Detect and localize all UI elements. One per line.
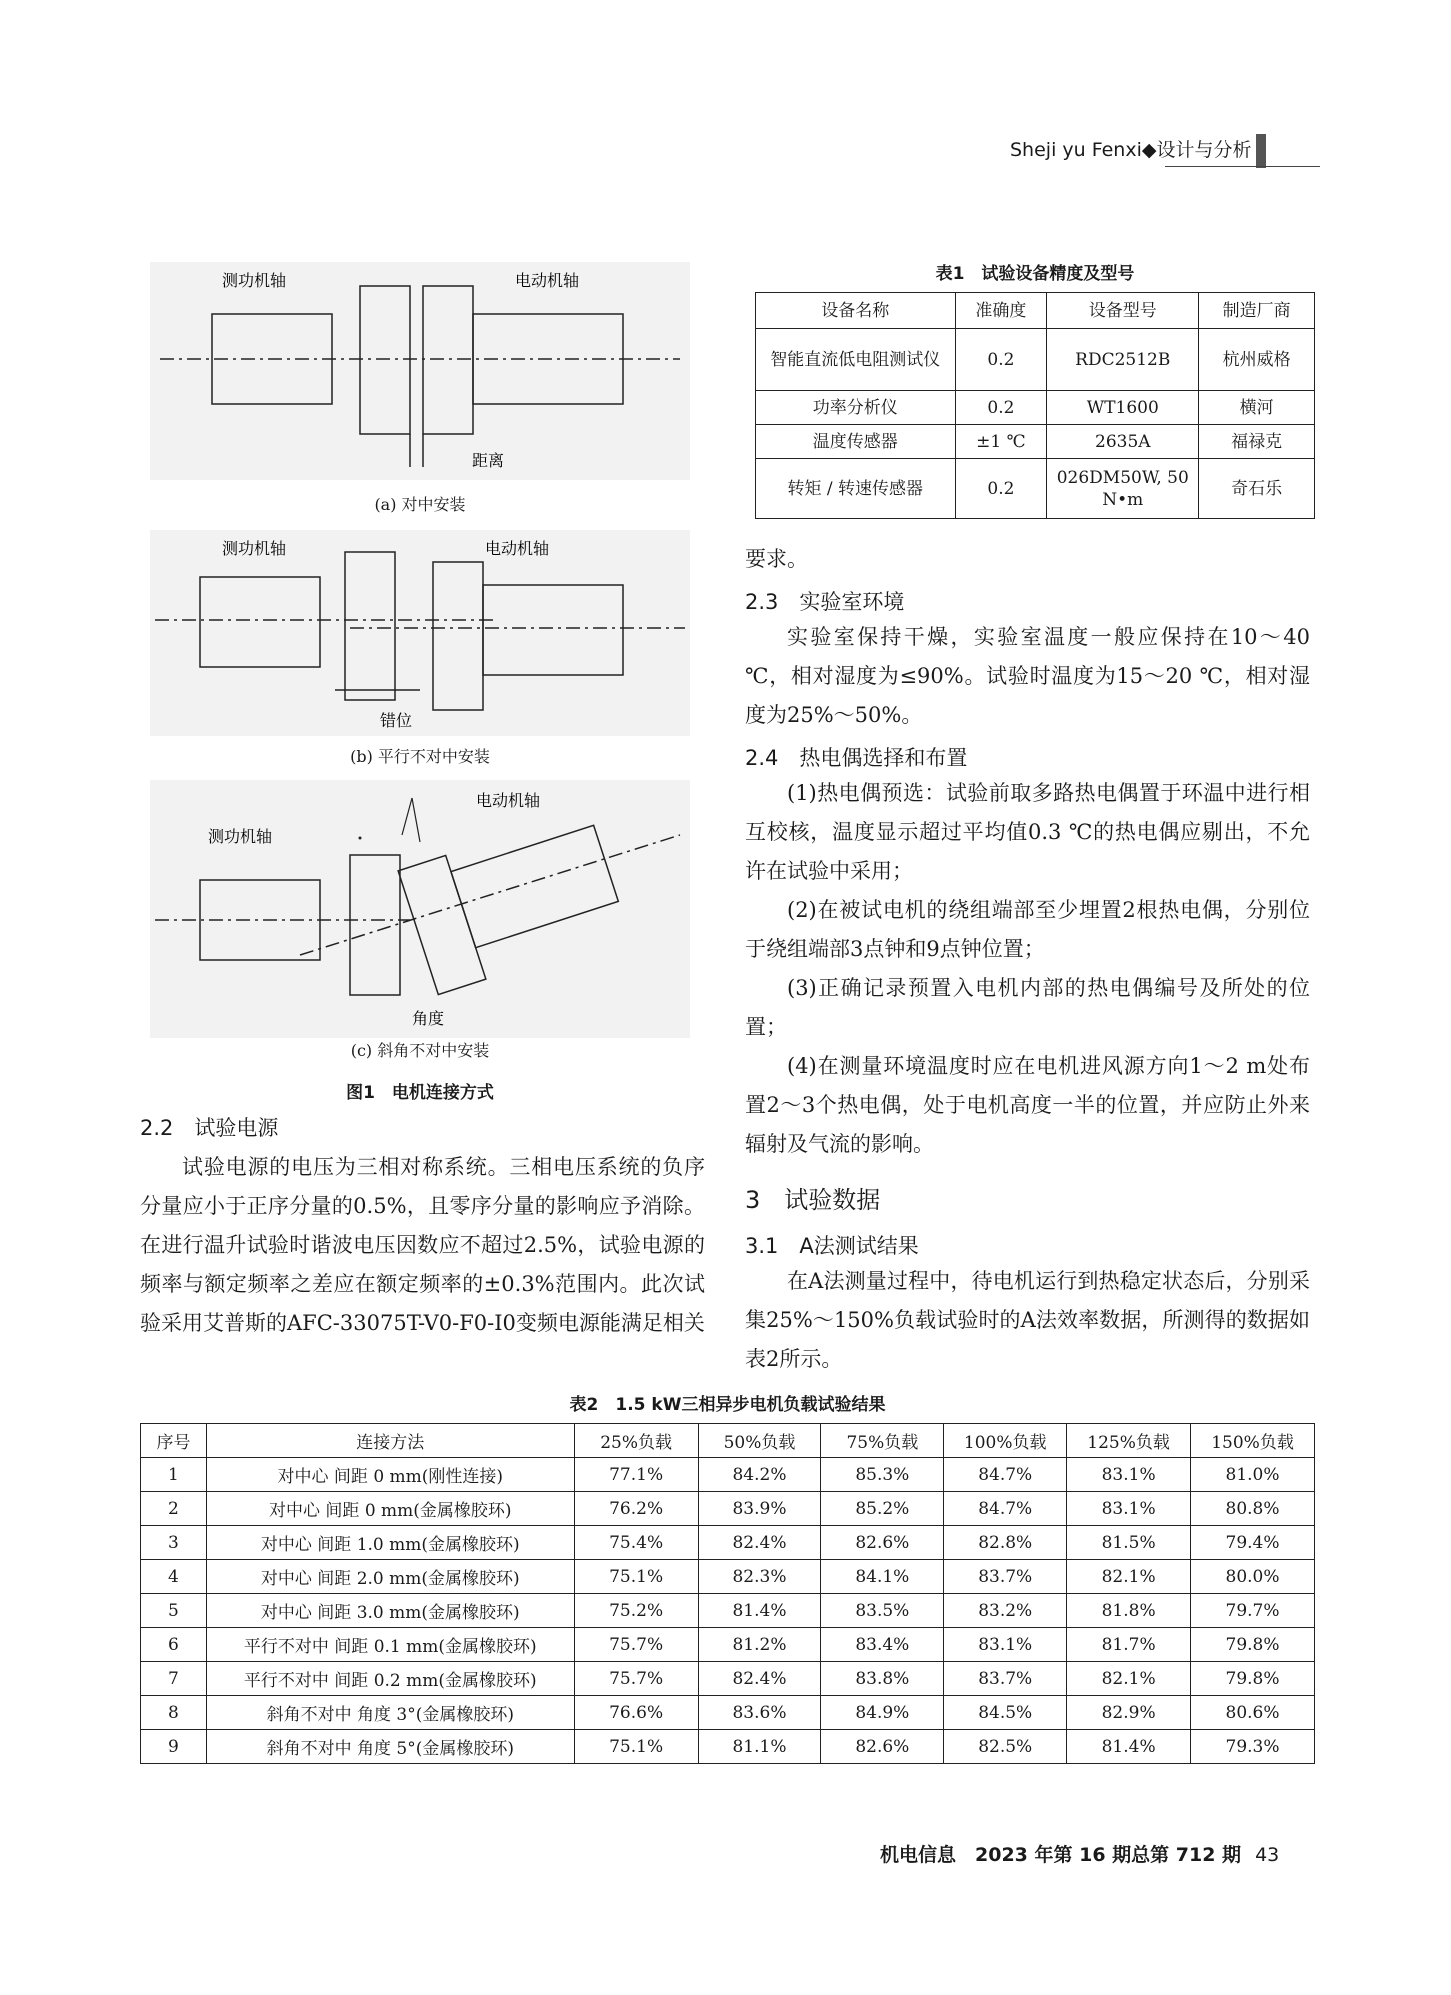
table2-cell: 斜角不对中 角度 5°(金属橡胶环) xyxy=(206,1730,574,1764)
figure-c-right-shaft xyxy=(451,825,618,947)
table2-cell: 83.6% xyxy=(698,1696,821,1730)
section-2-2-title: 2.2 试验电源 xyxy=(140,1116,279,1140)
section-2-4-title: 2.4 热电偶选择和布置 xyxy=(745,746,968,770)
table1-cell: 转矩 / 转速传感器 xyxy=(756,459,956,519)
table2-cell: 80.6% xyxy=(1191,1696,1315,1730)
section-3-1-paragraph: 在A法测量过程中，待电机运行到热稳定状态后，分别采集25%～150%负载试验时的A法效率数据，所测得的数据如表2所示。 xyxy=(745,1269,1310,1371)
table2-cell: 83.7% xyxy=(944,1560,1067,1594)
table1-cell: 0.2 xyxy=(955,459,1047,519)
table2-cell: 82.1% xyxy=(1067,1560,1191,1594)
table-row xyxy=(141,1560,1315,1594)
section-2-3-paragraph: 实验室保持干燥，实验室温度一般应保持在10～40 ℃，相对湿度为≤90%。试验时温度为15～20 ℃，相对湿度为25%～50%。 xyxy=(745,625,1310,727)
continuation-text: 要求。 xyxy=(745,547,808,571)
table2-cell: 84.9% xyxy=(821,1696,944,1730)
table2-header-row xyxy=(141,1424,1315,1458)
figure-c-angle-line-b xyxy=(412,798,420,842)
table2-cell: 81.5% xyxy=(1067,1526,1191,1560)
table1-cell: 026DM50W, 50 N•m xyxy=(1047,459,1199,519)
table2-cell: 80.0% xyxy=(1191,1560,1315,1594)
table2-header-cell: 50%负载 xyxy=(698,1424,821,1458)
table2-cell: 81.4% xyxy=(1067,1730,1191,1764)
table2-body xyxy=(141,1458,1315,1764)
table2-cell: 9 xyxy=(141,1730,207,1764)
table1-cell: 横河 xyxy=(1199,391,1315,425)
section-3-title: 3 试验数据 xyxy=(745,1186,881,1214)
table1-cell: WT1600 xyxy=(1047,391,1199,425)
figure-b-diagram xyxy=(150,530,690,736)
table2-cell: 81.1% xyxy=(698,1730,821,1764)
table1-header-cell: 准确度 xyxy=(955,293,1047,329)
table2-cell: 对中心 间距 0 mm(金属橡胶环) xyxy=(206,1492,574,1526)
right-column-text xyxy=(745,540,1310,579)
section-2-2-body xyxy=(140,1148,705,1343)
figure-panel-b xyxy=(150,530,690,736)
table2-cell: 75.4% xyxy=(574,1526,698,1560)
section-2-2-paragraph: 试验电源的电压为三相对称系统。三相电压系统的负序分量应小于正序分量的0.5%，且零序分量的影响应予消除。在进行温升试验时谐波电压因数应不超过2.5%，试验电源的频率与额定频率之差应在额定频率的±0.3%范围内。此次试验采用艾普斯的AFC-33075T-V0-F0-I0变频电源能满足相关 xyxy=(140,1155,705,1335)
section-2-3-title: 2.3 实验室环境 xyxy=(745,590,905,614)
figure-b-caption: (b) 平行不对中安装 xyxy=(350,747,490,766)
table-row xyxy=(141,1492,1315,1526)
table1-caption: 表1 试验设备精度及型号 xyxy=(935,264,1135,284)
table2-cell: 82.5% xyxy=(944,1730,1067,1764)
table1-header-cell: 设备名称 xyxy=(756,293,956,329)
header-section: 设计与分析 xyxy=(1156,139,1252,161)
table2-cell: 81.7% xyxy=(1067,1628,1191,1662)
table-row xyxy=(141,1730,1315,1764)
table2-cell: 6 xyxy=(141,1628,207,1662)
table2-cell: 84.1% xyxy=(821,1560,944,1594)
table2-cell: 77.1% xyxy=(574,1458,698,1492)
table2-cell: 82.8% xyxy=(944,1526,1067,1560)
table1 xyxy=(755,292,1315,519)
table2-cell: 79.4% xyxy=(1191,1526,1315,1560)
table2-cell: 75.2% xyxy=(574,1594,698,1628)
table2-cell: 75.1% xyxy=(574,1560,698,1594)
table2-cell: 75.7% xyxy=(574,1628,698,1662)
figure-b-gap-label: 错位 xyxy=(380,711,413,730)
table2-cell: 76.2% xyxy=(574,1492,698,1526)
section-2-4-body xyxy=(745,774,1310,1164)
section-3-1-title: 3.1 A法测试结果 xyxy=(745,1234,919,1258)
table2-header-cell: 序号 xyxy=(141,1424,207,1458)
footer xyxy=(880,1840,1279,1867)
table1-header-cell: 制造厂商 xyxy=(1199,293,1315,329)
table2-cell: 8 xyxy=(141,1696,207,1730)
table2-cell: 83.9% xyxy=(698,1492,821,1526)
table2-cell: 83.1% xyxy=(1067,1492,1191,1526)
table2-cell: 83.7% xyxy=(944,1662,1067,1696)
figure-c-right-coupling xyxy=(398,855,486,994)
table2-header-cell: 75%负载 xyxy=(821,1424,944,1458)
table-row xyxy=(756,329,1315,391)
table2 xyxy=(140,1423,1315,1764)
table2-cell: 79.7% xyxy=(1191,1594,1315,1628)
figure-c-gap-label: 角度 xyxy=(412,1009,445,1028)
table2-cell: 83.2% xyxy=(944,1594,1067,1628)
table2-cell: 82.9% xyxy=(1067,1696,1191,1730)
figure-b-right-shaft xyxy=(483,585,623,675)
table1-cell: ±1 ℃ xyxy=(955,425,1047,459)
figure-b-left-coupling xyxy=(345,552,395,700)
page-number: 43 xyxy=(1255,1844,1280,1866)
table2-cell: 84.7% xyxy=(944,1458,1067,1492)
table2-cell: 82.6% xyxy=(821,1526,944,1560)
figure-a-right-label: 电动机轴 xyxy=(515,271,580,290)
figure1-title: 图1 电机连接方式 xyxy=(346,1083,494,1103)
section-2-3-body xyxy=(745,618,1310,735)
section-3-1-body xyxy=(745,1262,1310,1379)
table2-cell: 对中心 间距 0 mm(刚性连接) xyxy=(206,1458,574,1492)
table2-cell: 3 xyxy=(141,1526,207,1560)
table2-header-cell: 125%负载 xyxy=(1067,1424,1191,1458)
figure-c-dot xyxy=(359,837,362,840)
table-row xyxy=(756,425,1315,459)
diamond-icon: ◆ xyxy=(1141,139,1157,161)
figure-c-left-coupling xyxy=(350,855,400,995)
figure-a-gap-label: 距离 xyxy=(472,451,505,470)
table2-cell: 83.4% xyxy=(821,1628,944,1662)
table-row xyxy=(756,391,1315,425)
table1-cell: 0.2 xyxy=(955,391,1047,425)
figure-a-right-coupling xyxy=(423,286,473,434)
figure-a-left-label: 测功机轴 xyxy=(222,271,287,290)
table-row xyxy=(141,1594,1315,1628)
table2-cell: 81.4% xyxy=(698,1594,821,1628)
table1-header-cell: 设备型号 xyxy=(1047,293,1199,329)
footer-journal: 机电信息 2023 年第 16 期总第 712 期 xyxy=(880,1844,1242,1866)
table2-cell: 5 xyxy=(141,1594,207,1628)
table1-cell: 杭州威格 xyxy=(1199,329,1315,391)
table-row xyxy=(141,1662,1315,1696)
table2-cell: 1 xyxy=(141,1458,207,1492)
table2-cell: 85.2% xyxy=(821,1492,944,1526)
section-2-4-item: (1)热电偶预选：试验前取多路热电偶置于环温中进行相互校核，温度显示超过平均值0.3 ℃的热电偶应剔出，不允许在试验中采用； xyxy=(745,781,1310,883)
table2-caption: 表2 1.5 kW三相异步电机负载试验结果 xyxy=(569,1395,886,1415)
table2-cell: 84.7% xyxy=(944,1492,1067,1526)
figure-c-left-label: 测功机轴 xyxy=(208,827,273,846)
table1-cell: 奇石乐 xyxy=(1199,459,1315,519)
table-row xyxy=(141,1628,1315,1662)
table1-cell: 0.2 xyxy=(955,329,1047,391)
table2-header-cell: 25%负载 xyxy=(574,1424,698,1458)
table2-cell: 82.6% xyxy=(821,1730,944,1764)
figure-c-tilted-group xyxy=(398,809,628,994)
table2-cell: 平行不对中 间距 0.1 mm(金属橡胶环) xyxy=(206,1628,574,1662)
figure-b-right-coupling xyxy=(433,562,483,710)
table2-cell: 平行不对中 间距 0.2 mm(金属橡胶环) xyxy=(206,1662,574,1696)
figure-c-angle-line-a xyxy=(402,798,412,835)
table1-cell: 福禄克 xyxy=(1199,425,1315,459)
table2-cell: 82.3% xyxy=(698,1560,821,1594)
table2-cell: 85.3% xyxy=(821,1458,944,1492)
table-row xyxy=(141,1696,1315,1730)
table1-cell: 2635A xyxy=(1047,425,1199,459)
table2-cell: 79.8% xyxy=(1191,1662,1315,1696)
header-pinyin: Sheji yu Fenxi xyxy=(1010,139,1142,161)
table2-cell: 76.6% xyxy=(574,1696,698,1730)
section-2-4-item: (3)正确记录预置入电机内部的热电偶编号及所处的位置； xyxy=(745,976,1310,1039)
figure-c-right-label: 电动机轴 xyxy=(476,791,541,810)
figure-c-caption: (c) 斜角不对中安装 xyxy=(350,1041,490,1060)
figure-a-diagram xyxy=(150,262,690,480)
figure-b-left-shaft xyxy=(200,577,320,667)
table2-cell: 4 xyxy=(141,1560,207,1594)
header-bar xyxy=(1256,134,1266,168)
table2-cell: 75.7% xyxy=(574,1662,698,1696)
table2-header-cell: 100%负载 xyxy=(944,1424,1067,1458)
table-row xyxy=(141,1458,1315,1492)
table2-cell: 7 xyxy=(141,1662,207,1696)
table2-header-cell: 连接方法 xyxy=(206,1424,574,1458)
table2-cell: 84.5% xyxy=(944,1696,1067,1730)
table2-cell: 对中心 间距 1.0 mm(金属橡胶环) xyxy=(206,1526,574,1560)
table2-cell: 83.5% xyxy=(821,1594,944,1628)
figure-b-left-label: 测功机轴 xyxy=(222,539,287,558)
table1-cell: 智能直流低电阻测试仪 xyxy=(756,329,956,391)
figure-c-diagram xyxy=(150,780,690,1038)
table2-cell: 81.2% xyxy=(698,1628,821,1662)
table2-cell: 82.4% xyxy=(698,1526,821,1560)
section-2-4-item: (4)在测量环境温度时应在电机进风源方向1～2 m处布置2～3个热电偶，处于电机高度一半的位置，并应防止外来辐射及气流的影响。 xyxy=(745,1054,1310,1156)
table2-cell: 83.1% xyxy=(1067,1458,1191,1492)
table2-cell: 对中心 间距 3.0 mm(金属橡胶环) xyxy=(206,1594,574,1628)
table2-cell: 83.1% xyxy=(944,1628,1067,1662)
figure-panel-c xyxy=(150,780,690,1038)
running-header xyxy=(1010,134,1266,168)
table2-cell: 82.4% xyxy=(698,1662,821,1696)
table2-cell: 81.8% xyxy=(1067,1594,1191,1628)
table-row xyxy=(141,1526,1315,1560)
figure-c-right-axis xyxy=(300,835,680,955)
table2-cell: 75.1% xyxy=(574,1730,698,1764)
figure-panel-a xyxy=(150,262,690,480)
table2-cell: 斜角不对中 角度 3°(金属橡胶环) xyxy=(206,1696,574,1730)
table2-cell: 81.0% xyxy=(1191,1458,1315,1492)
table1-cell: 功率分析仪 xyxy=(756,391,956,425)
table2-cell: 79.8% xyxy=(1191,1628,1315,1662)
table2-cell: 对中心 间距 2.0 mm(金属橡胶环) xyxy=(206,1560,574,1594)
table2-cell: 80.8% xyxy=(1191,1492,1315,1526)
table2-cell: 82.1% xyxy=(1067,1662,1191,1696)
header-rule xyxy=(1165,166,1320,167)
table1-cell: 温度传感器 xyxy=(756,425,956,459)
figure-a-caption: (a) 对中安装 xyxy=(374,495,466,514)
table2-cell: 2 xyxy=(141,1492,207,1526)
table2-cell: 83.8% xyxy=(821,1662,944,1696)
table2-cell: 79.3% xyxy=(1191,1730,1315,1764)
table1-cell: RDC2512B xyxy=(1047,329,1199,391)
section-2-4-item: (2)在被试电机的绕组端部至少埋置2根热电偶，分别位于绕组端部3点钟和9点钟位置； xyxy=(745,898,1310,961)
table2-cell: 84.2% xyxy=(698,1458,821,1492)
table2-header-cell: 150%负载 xyxy=(1191,1424,1315,1458)
table-row xyxy=(756,459,1315,519)
figure-b-right-label: 电动机轴 xyxy=(485,539,550,558)
figure-a-left-coupling xyxy=(360,286,410,434)
